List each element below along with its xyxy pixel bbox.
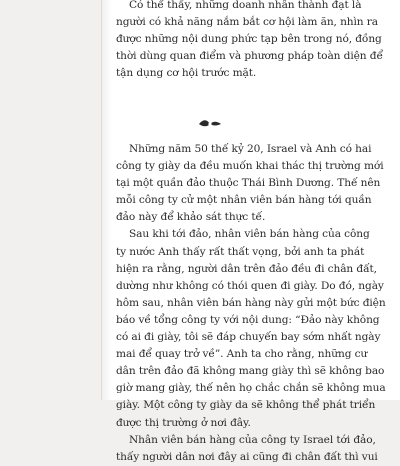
text-line: tại một quần đảo thuộc Thái Bình Dương. Thế nên — [116, 177, 381, 190]
paragraph-conclusion — [116, 0, 383, 82]
text-line: Những năm 50 thế kỷ 20, Israel và Anh có hai — [129, 143, 372, 155]
text-line: công ty giày da đều muốn khai thác thị trường mới — [116, 160, 384, 173]
text-line: hiện ra rằng, người dân trên đảo đều đi chân đất, — [116, 262, 377, 275]
text-line: hôm sau, nhân viên bán hàng này gửi một bức điện — [116, 296, 386, 309]
text-line: Có thể thấy, những doanh nhân thành đạt là — [129, 0, 362, 11]
text-line: báo về tổng công ty với nội dung: “Đảo này không — [116, 313, 380, 326]
text-line: giờ mang giày, thế nên họ chắc chắn sẽ không mua — [116, 382, 386, 395]
text-line: Nhân viên bán hàng của công ty Israel tới đảo, — [129, 433, 376, 446]
page-spine-shadow — [102, 0, 112, 400]
text-line: đảo này để khảo sát thực tế. — [116, 211, 266, 224]
section-ornament-icon — [198, 118, 222, 130]
text-line: giày. Một công ty giày da sẽ không thể phát triển — [116, 399, 376, 412]
text-line: mai để quay trở về”. Anh ta cho rằng, những cư — [116, 348, 368, 361]
text-line: dân trên đảo đã không mang giày thì sẽ không bao — [116, 365, 385, 378]
text-line: ty nước Anh thấy rất thất vọng, bởi anh ta phát — [116, 245, 365, 258]
text-line: thời dùng quan điểm và phương pháp toàn diện để — [116, 50, 383, 63]
text-line: được thị trường ở nơi đây. — [116, 416, 251, 429]
text-line: thấy người dân nơi đây ai cũng đi chân đất thì vui — [116, 450, 378, 463]
paragraph-story — [116, 141, 386, 466]
text-line: Sau khi tới đảo, nhân viên bán hàng của công — [129, 228, 370, 241]
text-line: có ai đi giày, tôi sẽ đáp chuyến bay sớm nhất ngày — [116, 331, 381, 344]
text-line: dường như không có thói quen đi giày. Do đó, ngày — [116, 279, 384, 292]
text-line: người có khả năng nắm bắt cơ hội làm ăn, nhìn ra — [116, 16, 378, 29]
text-line: được những nội dung phức tạp bên trong nó, đồng — [116, 33, 382, 46]
text-line: tận dụng cơ hội trước mặt. — [116, 67, 257, 80]
book-page — [102, 0, 400, 463]
text-line: mỗi công ty cử một nhân viên bán hàng tới quần — [116, 194, 372, 207]
